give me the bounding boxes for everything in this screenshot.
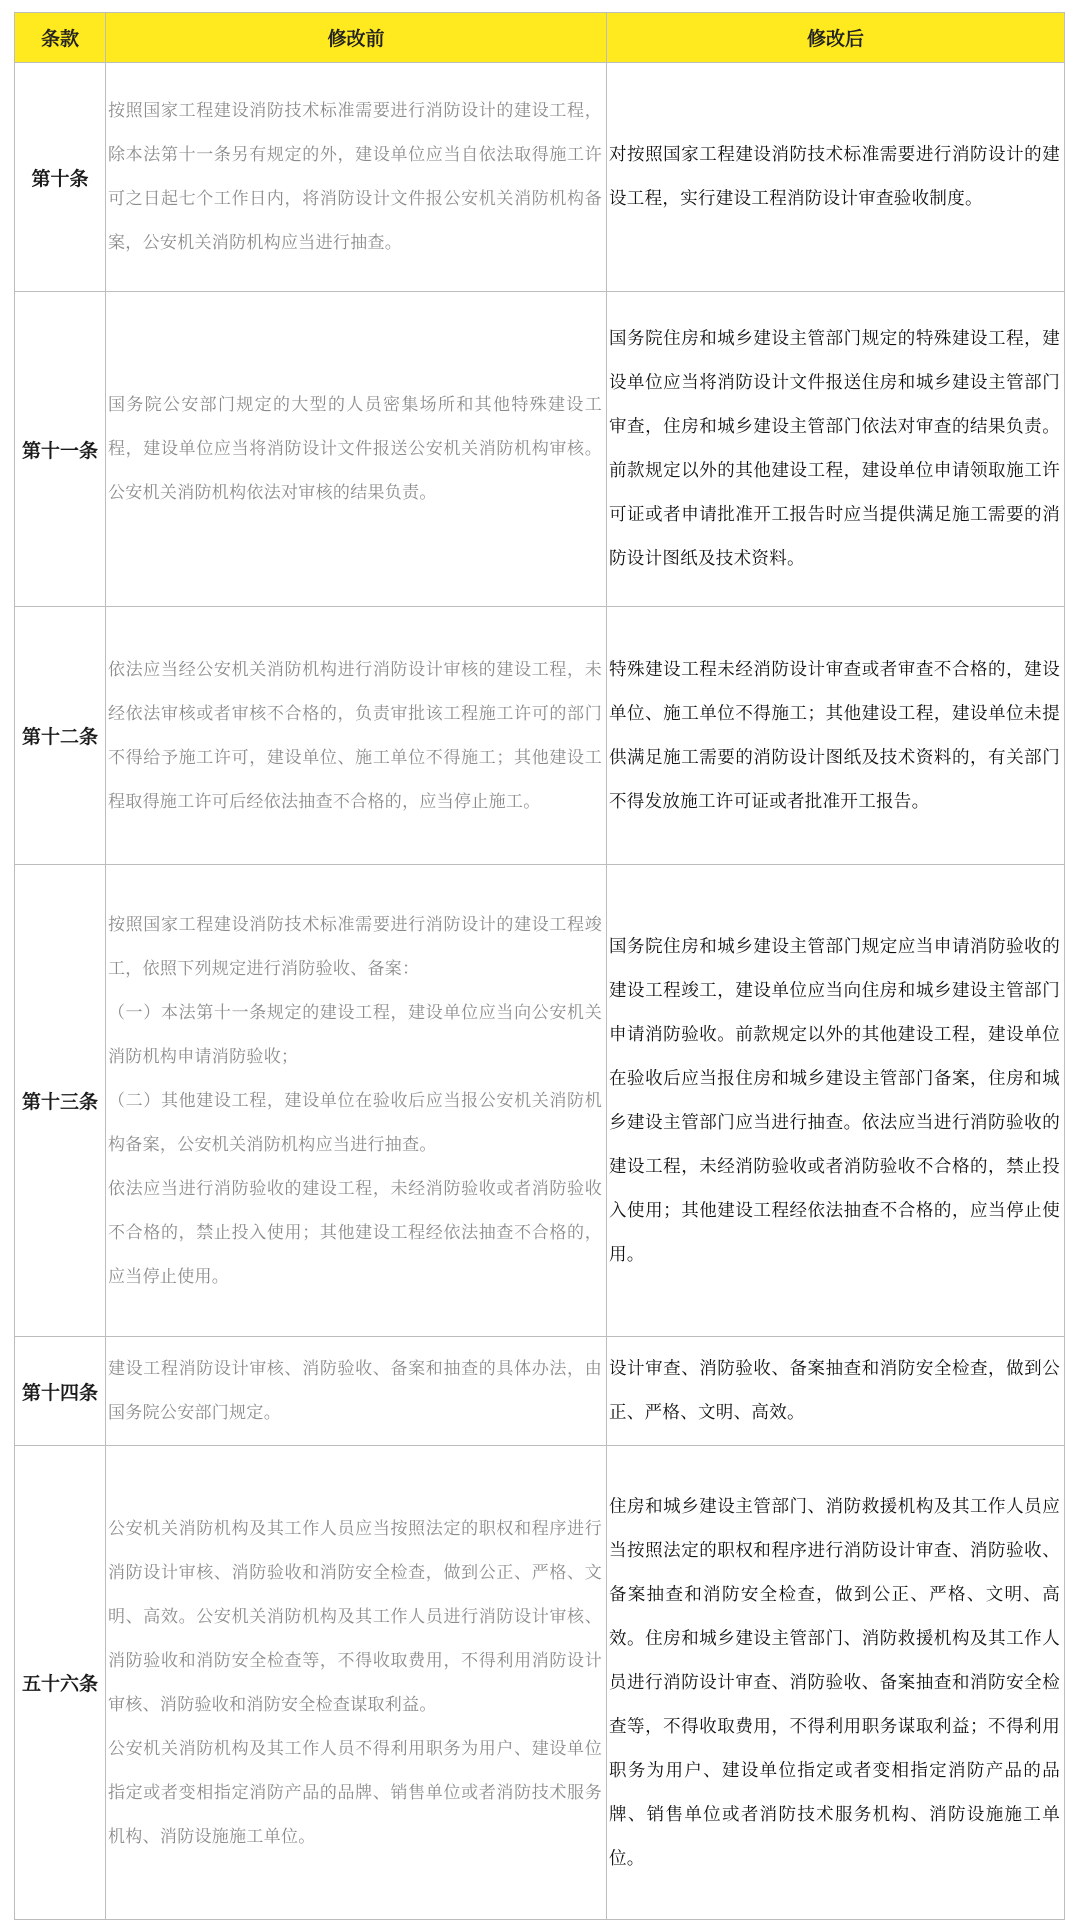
after-cell	[607, 607, 1065, 865]
after-paragraph: 对按照国家工程建设消防技术标准需要进行消防设计的建设工程，实行建设工程消防设计审查验收制度。	[609, 145, 1060, 209]
header-row	[15, 13, 1065, 63]
table-header	[15, 13, 1065, 63]
header-before: 修改前	[106, 13, 607, 63]
table-row	[15, 63, 1065, 292]
before-paragraph: 公安机关消防机构及其工作人员应当按照法定的职权和程序进行消防设计审核、消防验收和消防安全检查，做到公正、严格、文明、高效。公安机关消防机构及其工作人员进行消防设计审核、消防验收和消防安全检查等，不得收取费用，不得利用消防设计审核、消防验收和消防安全检查谋取利益。	[108, 1518, 602, 1715]
before-cell	[106, 1337, 607, 1446]
article-cell: 第十三条	[15, 865, 106, 1337]
before-paragraph: 国务院公安部门规定的大型的人员密集场所和其他特殊建设工程，建设单位应当将消防设计文件报送公安机关消防机构审核。公安机关消防机构依法对审核的结果负责。	[108, 395, 602, 503]
article-cell: 第十条	[15, 63, 106, 292]
article-cell: 第十四条	[15, 1337, 106, 1446]
table-row	[15, 607, 1065, 865]
after-paragraph: 设计审查、消防验收、备案抽查和消防安全检查，做到公正、严格、文明、高效。	[609, 1359, 1060, 1423]
before-paragraph: 按照国家工程建设消防技术标准需要进行消防设计的建设工程，除本法第十一条另有规定的外，建设单位应当自依法取得施工许可之日起七个工作日内，将消防设计文件报公安机关消防机构备案，公安机关消防机构应当进行抽查。	[108, 101, 602, 253]
before-cell	[106, 292, 607, 607]
before-paragraph: 依法应当经公安机关消防机构进行消防设计审核的建设工程，未经依法审核或者审核不合格的，负责审批该工程施工许可的部门不得给予施工许可，建设单位、施工单位不得施工；其他建设工程取得施工许可后经依法抽查不合格的，应当停止施工。	[108, 659, 602, 812]
before-paragraph: （一）本法第十一条规定的建设工程，建设单位应当向公安机关消防机构申请消防验收；	[108, 1002, 602, 1067]
before-cell	[106, 63, 607, 292]
before-paragraph: 建设工程消防设计审核、消防验收、备案和抽查的具体办法，由国务院公安部门规定。	[108, 1359, 602, 1423]
before-paragraph: 依法应当进行消防验收的建设工程，未经消防验收或者消防验收不合格的，禁止投入使用；其他建设工程经依法抽查不合格的，应当停止使用。	[108, 1178, 602, 1287]
after-paragraph: 特殊建设工程未经消防设计审查或者审查不合格的，建设单位、施工单位不得施工；其他建设工程，建设单位未提供满足施工需要的消防设计图纸及技术资料的，有关部门不得发放施工许可证或者批准开工报告。	[609, 659, 1060, 812]
after-cell	[607, 63, 1065, 292]
after-cell	[607, 1446, 1065, 1920]
comparison-table-wrapper	[14, 12, 1064, 1920]
table-body	[15, 63, 1065, 1920]
before-cell	[106, 1446, 607, 1920]
after-cell	[607, 1337, 1065, 1446]
before-paragraph: （二）其他建设工程，建设单位在验收后应当报公安机关消防机构备案，公安机关消防机构应当进行抽查。	[108, 1090, 602, 1155]
article-cell: 五十六条	[15, 1446, 106, 1920]
header-after: 修改后	[607, 13, 1065, 63]
before-paragraph: 公安机关消防机构及其工作人员不得利用职务为用户、建设单位指定或者变相指定消防产品的品牌、销售单位或者消防技术服务机构、消防设施施工单位。	[108, 1738, 602, 1847]
after-paragraph: 住房和城乡建设主管部门、消防救援机构及其工作人员应当按照法定的职权和程序进行消防设计审查、消防验收、备案抽查和消防安全检查，做到公正、严格、文明、高效。住房和城乡建设主管部门、消防救援机构及其工作人员进行消防设计审查、消防验收、备案抽查和消防安全检查等，不得收取费用，不得利用职务谋取利益；不得利用职务为用户、建设单位指定或者变相指定消防产品的品牌、销售单位或者消防技术服务机构、消防设施施工单位。	[609, 1496, 1060, 1869]
after-paragraph: 国务院住房和城乡建设主管部门规定的特殊建设工程，建设单位应当将消防设计文件报送住房和城乡建设主管部门审查，住房和城乡建设主管部门依法对审查的结果负责。前款规定以外的其他建设工程，建设单位申请领取施工许可证或者申请批准开工报告时应当提供满足施工需要的消防设计图纸及技术资料。	[609, 329, 1060, 569]
table-row	[15, 1446, 1065, 1920]
before-cell	[106, 865, 607, 1337]
before-paragraph: 按照国家工程建设消防技术标准需要进行消防设计的建设工程竣工，依照下列规定进行消防验收、备案：	[108, 914, 602, 979]
table-row	[15, 865, 1065, 1337]
article-cell: 第十二条	[15, 607, 106, 865]
after-cell	[607, 865, 1065, 1337]
before-cell	[106, 607, 607, 865]
comparison-table	[14, 12, 1065, 1920]
table-row	[15, 1337, 1065, 1446]
header-article: 条款	[15, 13, 106, 63]
after-paragraph: 国务院住房和城乡建设主管部门规定应当申请消防验收的建设工程竣工，建设单位应当向住房和城乡建设主管部门申请消防验收。前款规定以外的其他建设工程，建设单位在验收后应当报住房和城乡建设主管部门备案，住房和城乡建设主管部门应当进行抽查。依法应当进行消防验收的建设工程，未经消防验收或者消防验收不合格的，禁止投入使用；其他建设工程经依法抽查不合格的，应当停止使用。	[609, 936, 1060, 1265]
table-row	[15, 292, 1065, 607]
after-cell	[607, 292, 1065, 607]
article-cell: 第十一条	[15, 292, 106, 607]
